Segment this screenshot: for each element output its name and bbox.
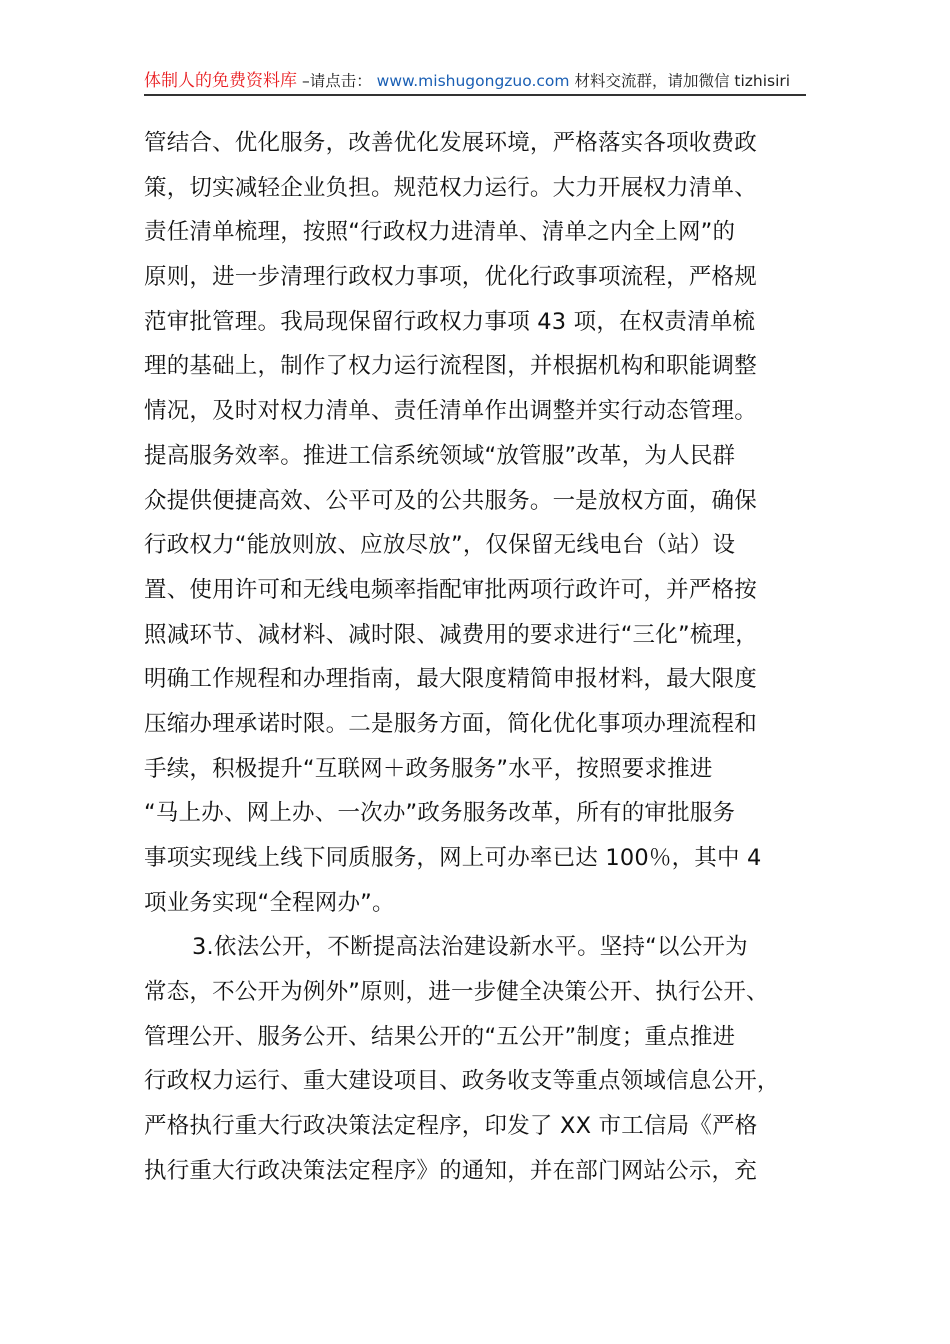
website-link[interactable]: www.mishugongzuo.com (376, 72, 570, 90)
text-line: 压缩办理承诺时限。二是服务方面，简化优化事项办理流程和 (144, 710, 757, 737)
brand-text: 体制人的免费资料库 (144, 71, 297, 91)
text-line: 置、使用许可和无线电频率指配审批两项行政许可，并严格按 (144, 576, 757, 603)
text-line: 照减环节、减材料、减时限、减费用的要求进行“三化”梳理， (144, 621, 758, 648)
text-line: 事项实现线上线下同质服务，网上可办率已达 100％，其中 4 (144, 845, 762, 871)
text-line: 执行重大行政决策法定程序》的通知，并在部门网站公示，充 (144, 1157, 757, 1184)
text-line: 严格执行重大行政决策法定程序，印发了 XX 市工信局《严格 (144, 1113, 758, 1140)
prompt-text: –请点击： (301, 72, 372, 90)
text-line: 管结合、优化服务，改善优化发展环境，严格落实各项收费政 (144, 130, 757, 156)
page-header (144, 68, 806, 96)
text-line: 范审批管理。我局现保留行政权力事项 43 项，在权责清单梳 (144, 308, 756, 335)
text-line: 手续，积极提升“互联网＋政务服务”水平，按照要求推进 (144, 755, 713, 782)
text-line: 理的基础上，制作了权力运行流程图，并根据机构和职能调整 (144, 353, 757, 380)
text-line: 行政权力“能放则放、应放尽放”，仅保留无线电台（站）设 (144, 532, 736, 559)
contact-text: 材料交流群，请加微信 tizhisiri (574, 72, 791, 90)
text-line: 管理公开、服务公开、结果公开的“五公开”制度；重点推进 (144, 1023, 736, 1050)
text-line: “马上办、网上办、一次办”政务服务改革，所有的审批服务 (144, 800, 736, 827)
text-line: 原则，进一步清理行政权力事项，优化行政事项流程，严格规 (144, 264, 757, 291)
text-line: 策，切实减轻企业负担。规范权力运行。大力开展权力清单、 (144, 174, 757, 201)
text-line: 提高服务效率。推进工信系统领域“放管服”改革，为人民群 (144, 442, 736, 469)
text-line: 项业务实现“全程网办”。 (144, 889, 395, 916)
text-line: 众提供便捷高效、公平可及的公共服务。一是放权方面，确保 (144, 487, 757, 514)
text-line: 责任清单梳理，按照“行政权力进清单、清单之内全上网”的 (144, 219, 736, 246)
text-line: 明确工作规程和办理指南，最大限度精简申报材料，最大限度 (144, 666, 757, 693)
text-line: 常态，不公开为例外”原则，进一步健全决策公开、执行公开、 (144, 979, 769, 1006)
document-body (144, 121, 814, 1194)
text-line: 情况，及时对权力清单、责任清单作出调整并实行动态管理。 (144, 398, 757, 425)
text-line: 3.依法公开，不断提高法治建设新水平。坚持“以公开为 (192, 934, 748, 961)
text-line: 行政权力运行、重大建设项目、政务收支等重点领域信息公开， (144, 1068, 780, 1095)
